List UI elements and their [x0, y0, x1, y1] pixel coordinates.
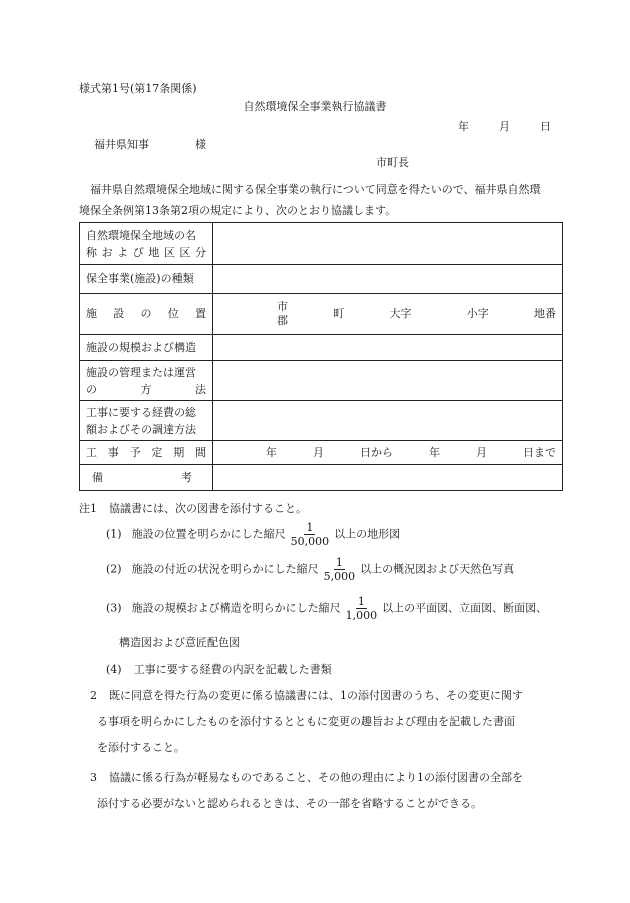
- table-row: [80, 401, 563, 441]
- note1-item3-continued: 構造図および意匠配色図: [119, 636, 240, 649]
- label-line-spread: [86, 244, 206, 261]
- label-management: [80, 361, 213, 401]
- value-location[interactable]: [213, 294, 563, 335]
- item-text: 工事に要する経費の内訳を記載した書類: [133, 663, 332, 676]
- value-management[interactable]: [213, 361, 563, 401]
- city-label: 市: [277, 300, 288, 313]
- note-number: 注1: [79, 502, 97, 515]
- char: び: [132, 245, 144, 259]
- fraction-denominator: 5,000: [323, 570, 356, 583]
- label-area-name: [80, 223, 213, 265]
- char: 区: [179, 245, 191, 259]
- date-line: [458, 120, 551, 133]
- koaza-label: 小字: [466, 307, 489, 321]
- form-number: 様式第1号(第17条関係): [79, 82, 197, 95]
- note-text: 協議に係る行為が軽易なものであること、その他の理由により1の添付図書の全部を: [109, 771, 523, 784]
- item-number: (1): [106, 527, 122, 541]
- note2-line2: る事項を明らかにしたものを添付するとともに変更の趣旨および理由を記載した書面: [97, 715, 515, 728]
- char: 分: [194, 245, 206, 259]
- char: 定: [151, 445, 163, 459]
- form-table: [79, 222, 563, 491]
- end-month: 月: [476, 445, 487, 459]
- date-day: 日: [540, 120, 551, 133]
- intro-paragraph: 福井県自然環境保全地域に関する保全事業の執行について同意を得たいので、福井県自然環境保全条例第13条第2項の規定により、次のとおり協議します。: [79, 183, 541, 217]
- char: 地: [148, 245, 160, 259]
- table-row: [80, 294, 563, 335]
- label-project-type: 保全事業(施設)の種類: [80, 265, 213, 294]
- char: よ: [117, 245, 129, 259]
- char: 設: [113, 307, 125, 321]
- value-remarks[interactable]: [213, 465, 563, 491]
- note2-line1: [90, 689, 523, 702]
- char: 工: [86, 445, 97, 459]
- label-schedule: [80, 441, 213, 465]
- char: 置: [195, 307, 206, 321]
- start-year: 年: [266, 445, 277, 459]
- note3-line2: 添付する必要がないと認められるときは、その一部を省略することができる。: [97, 797, 482, 810]
- char: 間: [194, 445, 206, 459]
- label-location: [80, 294, 213, 335]
- note-text: 既に同意を得た行為の変更に係る協議書には、1の添付図書のうち、その変更に関す: [109, 689, 523, 702]
- start-month: 月: [313, 445, 324, 459]
- char: 位: [167, 307, 179, 321]
- start-day: 日から: [360, 445, 393, 459]
- note2-line3: を添付すること。: [97, 741, 185, 754]
- item-tail: 以上の地形図: [334, 527, 401, 541]
- fraction-numerator: 1: [357, 595, 365, 608]
- document-title: 自然環境保全事業執行協議書: [243, 100, 387, 113]
- note-number: 2: [90, 689, 97, 702]
- char: 事: [107, 445, 119, 459]
- item-number: (3): [106, 601, 122, 615]
- item-tail: 以上の平面図、立面図、断面図、: [382, 601, 548, 615]
- char: 法: [195, 382, 206, 396]
- label-remarks: [80, 465, 213, 491]
- table-row: [80, 265, 563, 294]
- addressee-name: 福井県知事: [94, 138, 149, 151]
- city-county: [277, 300, 288, 328]
- label-line: 額およびその調達方法: [86, 422, 196, 436]
- addressee: [94, 138, 206, 151]
- note1-item3: [106, 595, 547, 622]
- char: 予: [129, 445, 141, 459]
- char: の: [86, 382, 97, 396]
- table-row: [80, 361, 563, 401]
- item-number: (2): [106, 562, 122, 576]
- item-text: 施設の規模および構造を明らかにした縮尺: [131, 601, 341, 615]
- table-row: [80, 223, 563, 265]
- char: の: [140, 307, 152, 321]
- date-year: 年: [458, 120, 469, 133]
- county-label: 郡: [277, 314, 288, 327]
- scale-fraction: [289, 521, 332, 548]
- note-number: 3: [90, 771, 97, 784]
- mayor-title: 市町長: [376, 156, 409, 169]
- item-tail: 以上の概況図および天然色写真: [360, 562, 515, 576]
- char: 備: [92, 470, 103, 484]
- scale-fraction: [322, 556, 358, 583]
- note1-item1: [106, 521, 400, 548]
- note1: [79, 502, 307, 515]
- lot-number-label: 地番: [534, 307, 556, 321]
- value-construction-cost[interactable]: [213, 401, 563, 441]
- table-row: [80, 465, 563, 491]
- item-text: 施設の位置を明らかにした縮尺: [131, 527, 286, 541]
- value-area-name[interactable]: [213, 223, 563, 265]
- fraction-numerator: 1: [306, 521, 314, 534]
- char: 施: [86, 307, 97, 321]
- char: お: [101, 245, 113, 259]
- char: 称: [86, 245, 97, 259]
- table-row: [80, 335, 563, 361]
- fraction-denominator: 50,000: [290, 535, 330, 548]
- scale-fraction: [344, 595, 380, 622]
- label-line: 自然環境保全地域の名: [86, 228, 196, 242]
- date-month: 月: [499, 120, 510, 133]
- note1-item4: [106, 663, 332, 676]
- note1-item2: [106, 556, 514, 583]
- char: 区: [163, 245, 175, 259]
- label-construction-cost: [80, 401, 213, 441]
- label-line: 工事に要する経費の総: [86, 405, 196, 419]
- value-schedule[interactable]: [213, 441, 563, 465]
- town-label: 町: [333, 307, 345, 321]
- oaza-label: 大字: [389, 307, 412, 321]
- note-text: 協議書には、次の図書を添付すること。: [109, 502, 307, 515]
- label-line: 施設の管理または運営: [86, 365, 196, 379]
- fraction-denominator: 1,000: [345, 609, 378, 622]
- label-scale-structure: 施設の規模および構造: [80, 335, 213, 361]
- honorific: 様: [195, 138, 206, 151]
- item-number: (4): [106, 663, 122, 676]
- table-row: [80, 441, 563, 465]
- char: 考: [181, 470, 192, 484]
- note3-line1: [90, 771, 523, 784]
- fraction-numerator: 1: [335, 556, 343, 569]
- end-day: 日まで: [523, 445, 556, 459]
- end-year: 年: [429, 445, 440, 459]
- value-project-type[interactable]: [213, 265, 563, 294]
- char: 期: [173, 445, 185, 459]
- item-text: 施設の付近の状況を明らかにした縮尺: [131, 562, 319, 576]
- value-scale-structure[interactable]: [213, 335, 563, 361]
- char: 方: [140, 382, 152, 396]
